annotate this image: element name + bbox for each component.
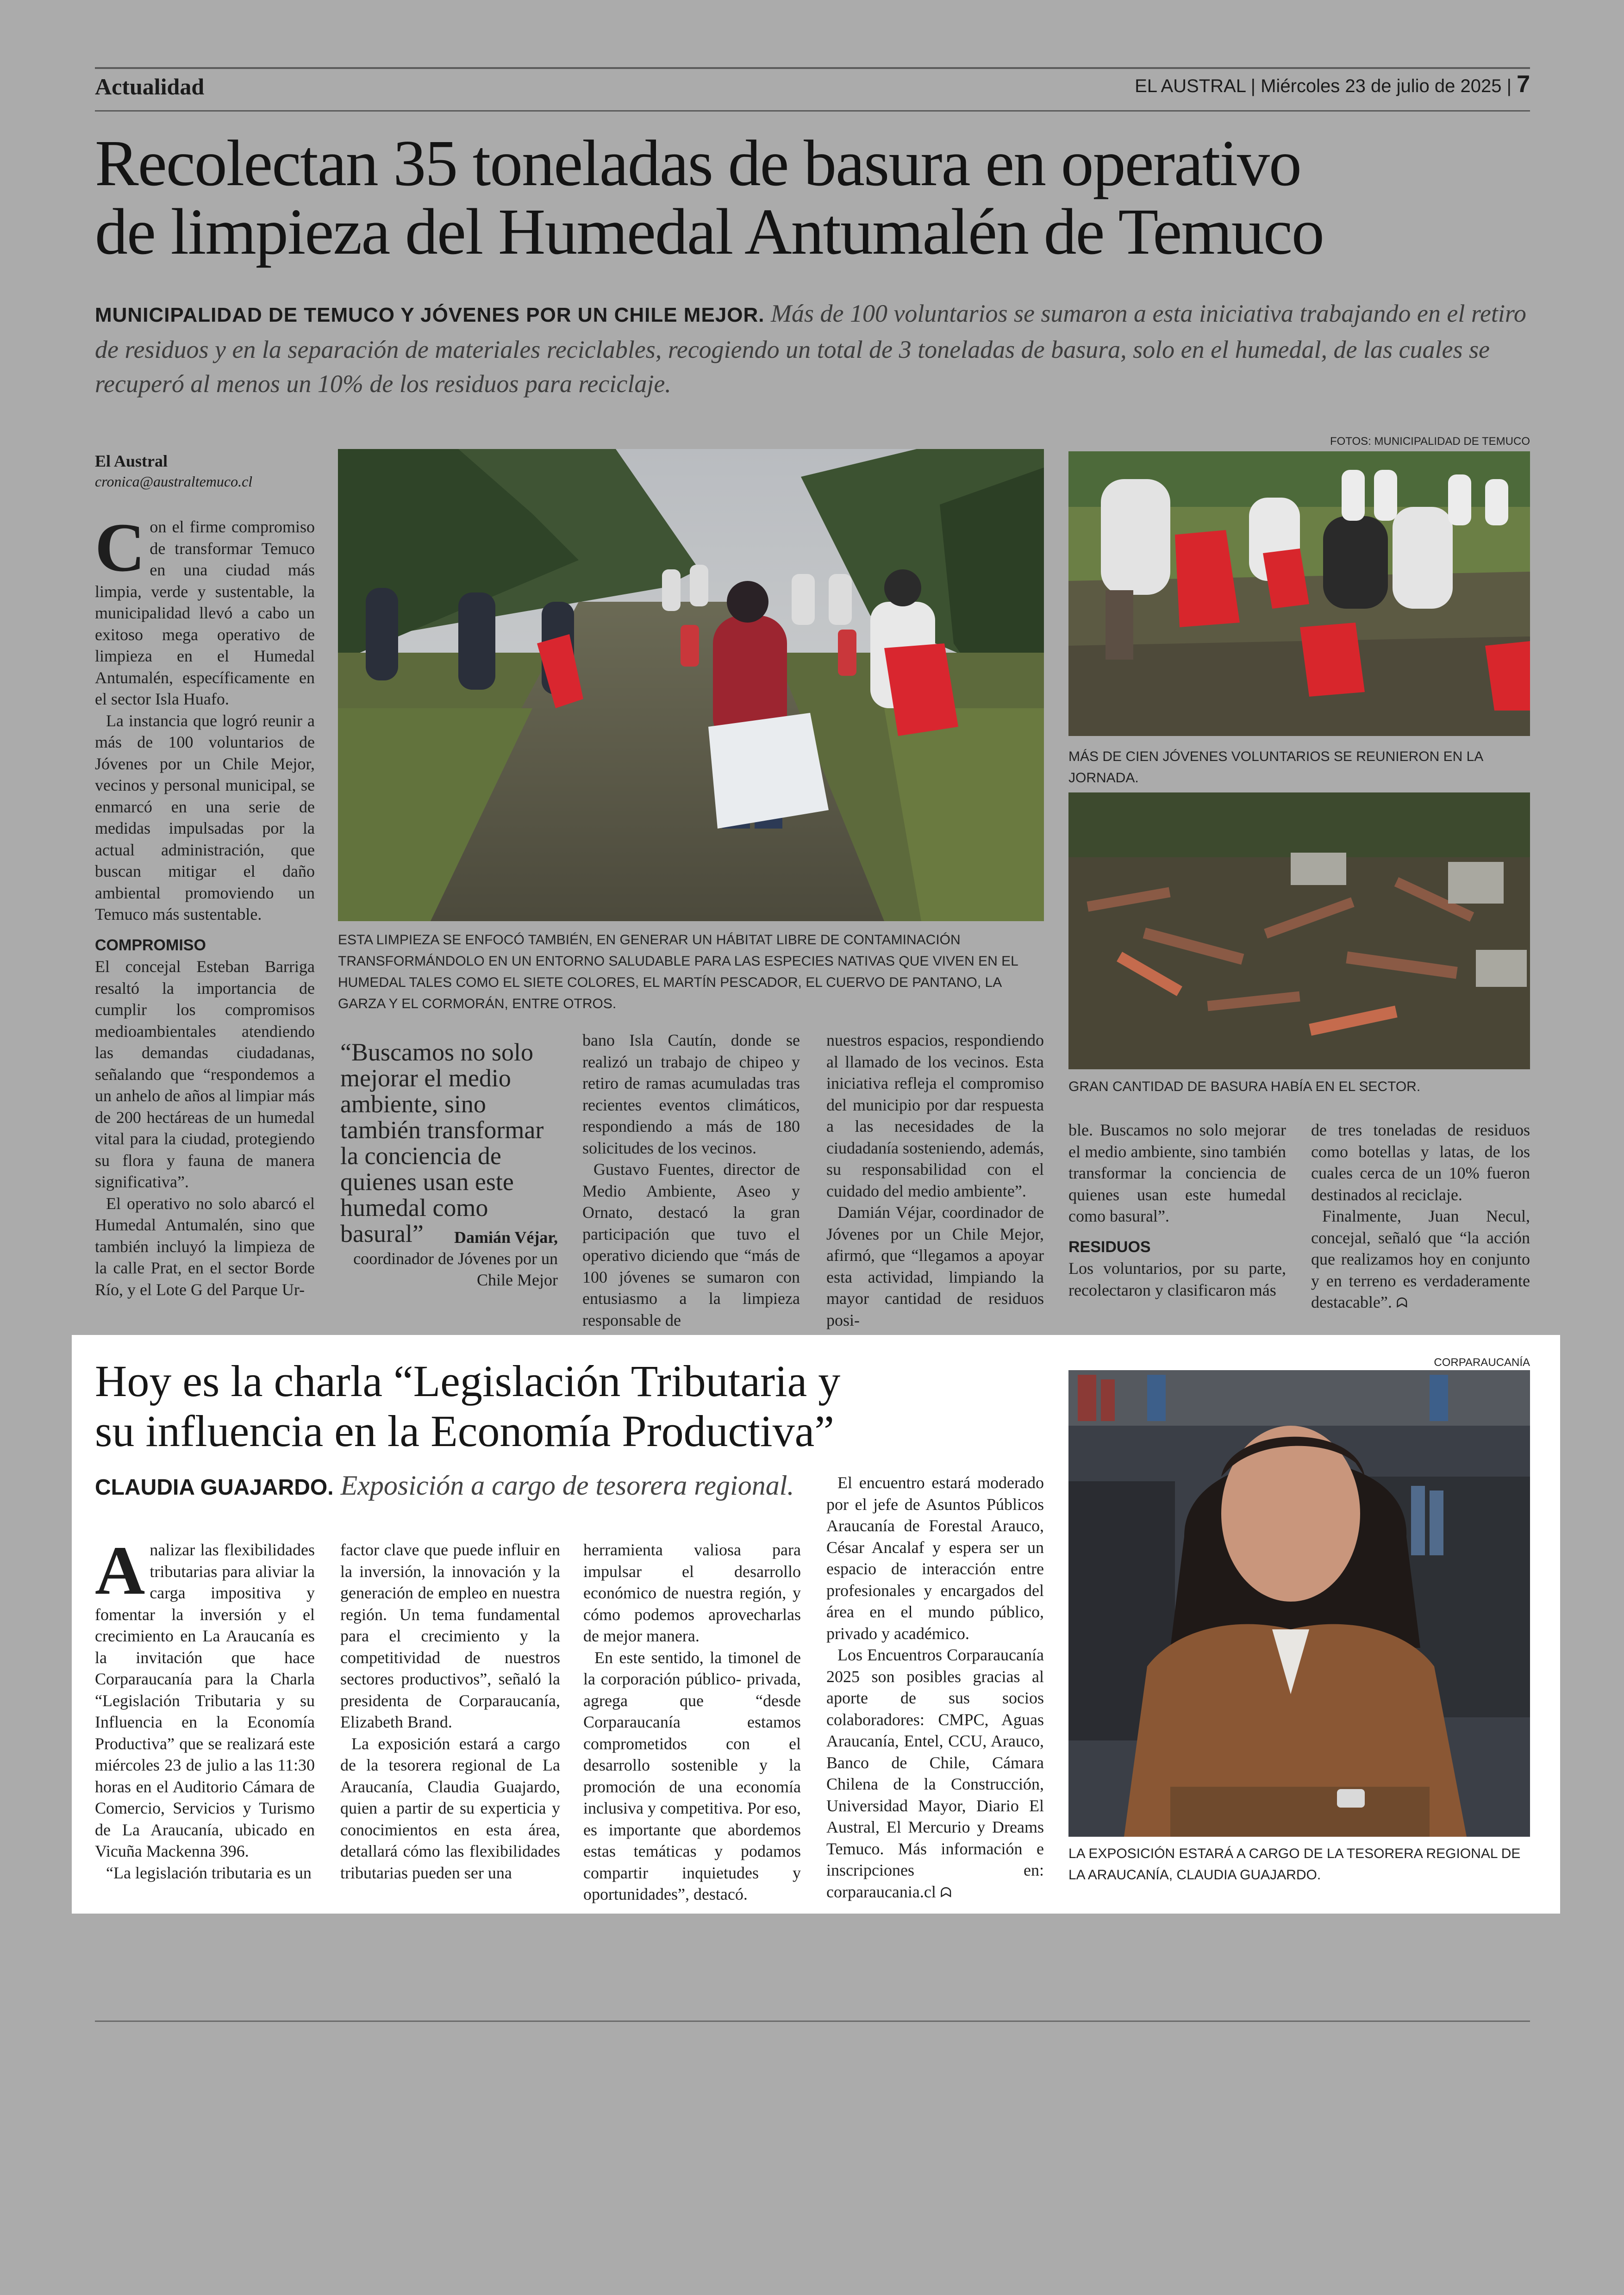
header-top-rule [95, 67, 1530, 69]
article1-column-6 [1311, 1119, 1530, 1315]
quote-role: coordinador de Jóvenes por un Chile Mejor [353, 1249, 558, 1289]
section-label: Actualidad [95, 74, 205, 100]
paragraph: El operativo no solo abarcó el Humedal Antumalén, sino que también incluyó la limpieza de la calle Prat, en el sector Borde Río, y el Lote G del Parque Ur- [95, 1194, 315, 1299]
portrait-photo [1068, 1370, 1530, 1837]
paragraph: de tres toneladas de residuos como botellas y latas, de los cuales cerca de un 10% fueron destinados al reciclaje. [1311, 1121, 1530, 1204]
photo-garbage-caption: GRAN CANTIDAD DE BASURA HABÍA EN EL SECTOR. [1068, 1079, 1421, 1094]
byline-email: cronica@australtemuco.cl [95, 473, 253, 490]
paragraph: El concejal Esteban Barriga resaltó la importancia de cumplir los compromisos medioambientales atendiendo las demandas ciudadanas, señalando que “respondemos a un anhelo de años al limpiar más de 200 hectáreas de un humedal vital para la ciudad, protegiendo su flora y fauna de manera significativa”. [95, 957, 315, 1191]
headline-line-1: Hoy es la charla “Legislación Tributaria y [95, 1356, 841, 1406]
article2-headline [95, 1356, 1044, 1456]
photo-young-volunteers-caption: MÁS DE CIEN JÓVENES VOLUNTARIOS SE REUNIERON EN LA JORNADA. [1068, 749, 1483, 786]
photo-credit: CORPARAUCANÍA [1434, 1356, 1530, 1369]
masthead: EL AUSTRAL | Miércoles 23 de julio de 2025 | 7 [1135, 71, 1530, 98]
pull-quote-attribution [340, 1227, 558, 1291]
deck-lead: CLAUDIA GUAJARDO. [95, 1475, 334, 1500]
article-headline [95, 126, 1539, 268]
paragraph: ble. Buscamos no solo mejorar el medio ambiente, sino también transformar la conciencia de quienes usan este humedal como basural”. [1068, 1121, 1286, 1225]
headline-line-1: Recolectan 35 toneladas de basura en operativo [95, 126, 1301, 200]
paper-name: EL AUSTRAL [1135, 76, 1246, 96]
main-photo-volunteers [338, 449, 1044, 921]
page-number: 7 [1517, 71, 1530, 98]
article1-column-4 [826, 1029, 1044, 1331]
deck-text: Exposición a cargo de tesorera regional. [340, 1470, 794, 1501]
paragraph: Finalmente, Juan Necul, concejal, señaló que “la acción que realizamos hoy en conjunto y en terreno es verdaderamente destacable”. [1311, 1207, 1530, 1311]
photo-garbage-pile [1068, 792, 1530, 1069]
end-mark-icon: ᗣ [940, 1885, 952, 1901]
portrait-caption: LA EXPOSICIÓN ESTARÁ A CARGO DE LA TESORERA REGIONAL DE LA ARAUCANÍA, CLAUDIA GUAJARDO. [1068, 1846, 1521, 1883]
paragraph: La exposición estará a cargo de la tesorera regional de La Araucanía, Claudia Guajardo, quien a partir de su experticia y conocimientos en esta área, detallará cómo las flexibilidades tributarias pueden ser una [340, 1734, 560, 1882]
pull-quote: “Buscamos no solo mejorar el medio ambiente, sino también transformar la conciencia de quienes usan este humedal como basural” [340, 1038, 544, 1247]
article2-column-2 [340, 1539, 560, 1883]
paragraph: bano Isla Cautín, donde se realizó un trabajo de chipeo y retiro de ramas acumuladas tras recientes eventos climáticos, respondiendo a más de 180 solicitudes de los vecinos. [582, 1031, 800, 1157]
portrait-illustration [1068, 1370, 1530, 1837]
paragraph: En este sentido, la timonel de la corporación público- privada, agrega que “desde Corparaucanía estamos comprometidos con el desarrollo sostenible y la promoción de una economía inclusiva y competitiva. Por eso, es importante que abordemos estas temáticas y podamos compartir inquietudes y oportunidades”, destacó. [583, 1648, 801, 1903]
article1-column-1 [95, 509, 315, 1300]
paragraph: nalizar las flexibilidades tributarias para aliviar la carga impositiva y fomentar la inversión y el crecimiento en La Araucanía es la invitación que hace Corparaucanía para la Charla “Legislación Tributaria y su Influencia en la Economía Productiva” que se realizará este miércoles 23 de julio a las 11:30 horas en el Auditorio Cámara de Comercio, Servicios y Turismo de La Araucanía, ubicado en Vicuña Mackenna 396. [95, 1540, 315, 1860]
subhead-residuos: RESIDUOS [1068, 1238, 1151, 1256]
volunteers-bags-illustration [1068, 451, 1530, 736]
headline-line-2: su influencia en la Economía Productiva” [95, 1406, 834, 1456]
paragraph: Los voluntarios, por su parte, recolectaron y clasificaron más [1068, 1259, 1286, 1299]
paragraph: nuestros espacios, respondiendo al llamado de los vecinos. Esta iniciativa refleja el compromiso del municipio por dar respuesta a las necesidades de la ciudadanía sosteniendo, además, su responsabilidad con el cuidado del medio ambiente”. [826, 1031, 1044, 1200]
photo-young-volunteers [1068, 451, 1530, 736]
end-mark-icon: ᗣ [1396, 1296, 1408, 1311]
paragraph: Los Encuentros Corparaucanía 2025 son posibles gracias al aporte de sus socios colaboradores: CMPC, Aguas Araucanía, Entel, CCU, Arauco, Banco de Chile, Cámara Chilena de la Construcción, Universidad Mayor, Diario El Austral, El Mercurio y Dreams Temuco. Más información e inscripciones en: corparaucania.cl [826, 1646, 1044, 1901]
main-photo-caption: ESTA LIMPIEZA SE ENFOCÓ TAMBIÉN, EN GENERAR UN HÁBITAT LIBRE DE CONTAMINACIÓN TRANSFORMÁNDOLO EN UN ENTORNO SALUDABLE PARA LAS ESPECIES NATIVAS QUE VIVEN EN EL HUMEDAL TALES COMO EL SIETE COLORES, EL MARTÍN PESCADOR, EL CUERVO DE PANTANO, LA GARZA Y EL CORMORÁN, ENTRE OTROS. [338, 932, 1018, 1011]
deck-text: Más de 100 voluntarios se sumaron a esta iniciativa trabajando en el retiro de residuos y en la separación de materiales reciclables, recogiendo un total de 3 toneladas de basura, solo en el humedal, de las cuales se recuperó al menos un 10% de los residuos para reciclaje. [95, 299, 1526, 398]
paragraph: herramienta valiosa para impulsar el desarrollo económico de nuestra región, y cómo podemos aprovecharlas de mejor manera. [583, 1540, 801, 1645]
article-deck [95, 296, 1530, 401]
paragraph: La instancia que logró reunir a más de 100 voluntarios de Jóvenes por un Chile Mejor, vecinos y personal municipal, se enmarcó en una serie de medidas impulsadas por la actual administración, que buscan mitigar el daño ambiental promoviendo un Temuco más sustentable. [95, 711, 315, 923]
article2-deck [95, 1470, 794, 1502]
paragraph: Damián Véjar, coordinador de Jóvenes por un Chile Mejor, afirmó, que “llegamos a apoyar esta actividad, limpiando la mayor cantidad de residuos posi- [826, 1203, 1044, 1329]
deck-lead: MUNICIPALIDAD DE TEMUCO Y JÓVENES POR UN CHILE MEJOR. [95, 304, 765, 326]
footer-rule [95, 2021, 1530, 2022]
photo-credit: FOTOS: MUNICIPALIDAD DE TEMUCO [1330, 435, 1530, 448]
byline: El Austral [95, 452, 168, 470]
paragraph: El encuentro estará moderado por el jefe de Asuntos Públicos Araucanía de Forestal Arauco, César Ancalaf y espera ser un espacio de interacción entre profesionales y encargados del área en el mundo público, privado y académico. [826, 1473, 1044, 1643]
article1-column-3 [582, 1029, 800, 1331]
paragraph: on el firme compromiso de transformar Temuco en una ciudad más limpia, verde y sustentable, la municipalidad llevó a cabo un exitoso mega operativo de limpieza en el Humedal Antumalén, específicamente en el sector Isla Huafo. [95, 518, 315, 708]
headline-line-2: de limpieza del Humedal Antumalén de Temuco [95, 195, 1324, 268]
issue-date: Miércoles 23 de julio de 2025 [1261, 76, 1502, 96]
volunteers-path-illustration [338, 449, 1044, 921]
article2-column-3 [583, 1539, 801, 1905]
paragraph: Gustavo Fuentes, director de Medio Ambiente, Aseo y Ornato, destacó la gran participación que tuvo el operativo diciendo que “más de 100 jóvenes se sumaron con entusiasmo a la limpieza responsable de [582, 1160, 800, 1329]
header-bottom-rule [95, 110, 1530, 112]
garbage-pile-illustration [1068, 792, 1530, 1069]
dropcap: C [95, 509, 145, 586]
dropcap: A [95, 1532, 145, 1609]
paragraph: “La legislación tributaria es un [106, 1863, 312, 1882]
article2-column-1 [95, 1532, 315, 1883]
article2-column-4 [826, 1472, 1044, 1904]
subhead-compromiso: COMPROMISO [95, 936, 206, 954]
paragraph: factor clave que puede influir en la inversión, la innovación y la generación de empleo en nuestra región. Un tema fundamental para el crecimiento y la competitividad de nuestros sectores productivos”, señaló la presidenta de Corparaucanía, Elizabeth Brand. [340, 1540, 560, 1731]
quote-name: Damián Véjar, [454, 1228, 558, 1247]
article1-column-5 [1068, 1119, 1286, 1301]
